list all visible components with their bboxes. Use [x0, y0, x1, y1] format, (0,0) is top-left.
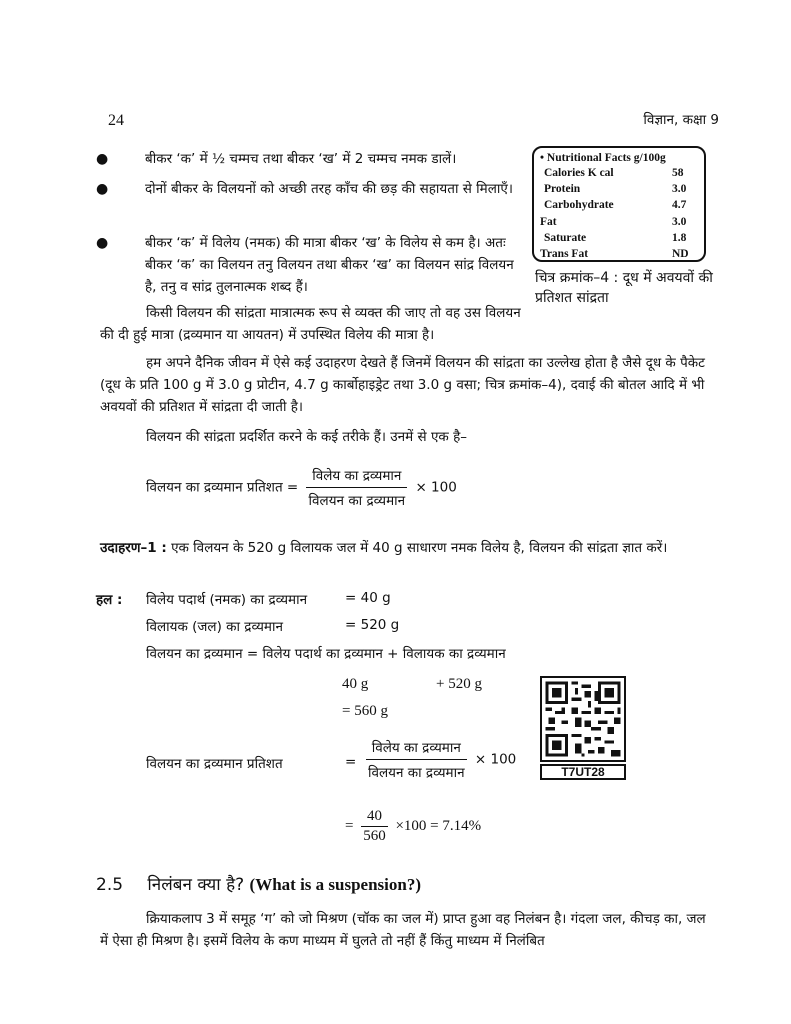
- bullet-item-3: बीकर ‘क’ में विलेय (नमक) की मात्रा बीकर ‘ख’ के विलेय से कम है। अतः बीकर ‘क’ का विलयन तनु विलयन तथा बीकर ‘ख’ का विलयन सांद्र विलयन है, तनु व सांद्र तुलनात्मक शब्द हैं।: [145, 235, 514, 295]
- example-label: उदाहरण–1 :: [100, 540, 167, 556]
- bullet-item-1: बीकर ‘क’ में ½ चम्मच तथा बीकर ‘ख’ में 2 चम्मच नमक डालें।: [145, 151, 457, 167]
- final-calculation: [345, 808, 481, 845]
- example-text: एक विलयन के 520 g विलायक जल में 40 g साधारण नमक विलेय है, विलयन की सांद्रता ज्ञात करें।: [171, 540, 668, 556]
- section-number: 2.5: [96, 875, 124, 895]
- solution-mass-equation: विलयन का द्रव्यमान = विलेय पदार्थ का द्रव्यमान + विलायक का द्रव्यमान: [146, 646, 506, 662]
- formula-lhs: विलयन का द्रव्यमान प्रतिशत =: [146, 479, 299, 496]
- sum-term-b: + 520 g: [436, 676, 482, 692]
- formula-fraction: [303, 466, 412, 509]
- paragraph-suspension: क्रियाकलाप 3 में समूह ‘ग’ को जो मिश्रण (चॉक का जल में) प्राप्त हुआ वह निलंबन है। गंदला जल, कीचड़ का, जल में ऐसा ही मिश्रण है। इसमें विलेय के कण माध्यम में घुलते तो नहीं हैं किंतु माध्यम में निलंबित: [100, 911, 706, 949]
- solute-mass-value: = 40 g: [345, 590, 391, 606]
- nutrient-value: ND: [672, 247, 689, 260]
- final-eq: =: [345, 817, 354, 834]
- percent-eq: =: [345, 754, 357, 770]
- paragraph-concentration: किसी विलयन की सांद्रता मात्रात्मक रूप से व्यक्त की जाए तो वह उस विलयन की दी हुई मात्रा (द्रव्यमान या आयतन) में उपस्थित विलेय की मात्रा है।: [100, 305, 521, 343]
- figure-caption: चित्र क्रमांक–4 : दूध में अवयवों की प्रतिशत सांद्रता: [535, 270, 713, 306]
- formula-multiplier: × 100: [415, 479, 457, 496]
- nutrition-row: [540, 246, 698, 262]
- paragraph-examples: हम अपने दैनिक जीवन में ऐसे कई उदाहरण देखते हैं जिनमें विलयन की सांद्रता का उल्लेख होता है जैसे दूध के पैकेट (दूध के प्रति 100 g में 3.0 g प्रोटीन, 4.7 g कार्बोहाइड्रेट तथा 3.0 g वसा; चित्र क्रमांक–4), दवाई की बोतल आदि में भी अवयवों की प्रतिशत में सांद्रता दी जाती है।: [100, 355, 705, 415]
- running-head: विज्ञान, कक्षा 9: [643, 112, 719, 128]
- nutrition-row: [540, 197, 698, 213]
- solution-label: हल :: [96, 592, 123, 608]
- section-title-english: (What is a suspension?): [249, 875, 422, 894]
- solvent-mass-label: विलायक (जल) का द्रव्यमान: [146, 619, 283, 635]
- nutrient-value: 3.0: [672, 183, 687, 196]
- percent-formula: [362, 738, 516, 781]
- nutrition-row: [540, 230, 698, 246]
- sum-term-a: 40 g: [342, 676, 369, 692]
- nutrient-label: Protein: [544, 183, 581, 196]
- nutrient-value: 1.8: [672, 231, 687, 244]
- percent-denominator: विलयन का द्रव्यमान: [368, 765, 465, 781]
- nutrient-label: Saturate: [544, 231, 587, 244]
- formula-denominator: विलयन का द्रव्यमान: [308, 493, 406, 509]
- section-title-hindi: निलंबन क्या है?: [147, 875, 245, 895]
- section-heading: [96, 872, 421, 895]
- solute-mass-label: विलेय पदार्थ (नमक) का द्रव्यमान: [146, 592, 308, 608]
- nutrient-value: 58: [672, 167, 684, 179]
- final-numerator: 40: [361, 808, 388, 827]
- page-number: 24: [108, 112, 124, 129]
- nutrient-label: Trans Fat: [540, 247, 589, 260]
- nutrition-title: • Nutritional Facts g/100g: [540, 152, 666, 164]
- example-1: [100, 537, 710, 559]
- percent-lhs: विलयन का द्रव्यमान प्रतिशत: [146, 756, 283, 772]
- mass-percent-formula: [146, 466, 457, 509]
- solvent-mass-value: = 520 g: [345, 617, 400, 633]
- paragraph-methods: विलयन की सांद्रता प्रदर्शित करने के कई तरीके हैं। उनमें से एक है–: [146, 429, 467, 445]
- sum-result: = 560 g: [342, 703, 388, 719]
- final-result: ×100 = 7.14%: [395, 817, 482, 834]
- nutrition-facts-box: [532, 146, 706, 262]
- nutrition-row: [540, 214, 698, 230]
- nutrition-row: [540, 181, 698, 197]
- percent-fraction: [362, 738, 471, 781]
- final-fraction: [357, 808, 392, 845]
- bullet-item-2: दोनों बीकर के विलयनों को अच्छी तरह काँच की छड़ की सहायता से मिलाएँ।: [145, 181, 513, 197]
- nutrient-value: 4.7: [672, 199, 687, 212]
- bullet-dot: ●: [96, 235, 109, 251]
- percent-multiplier: × 100: [474, 751, 517, 768]
- qr-code-label: T7UT28: [540, 764, 626, 780]
- qr-code-icon: [540, 676, 626, 762]
- percent-numerator: विलेय का द्रव्यमान: [366, 738, 467, 760]
- nutrient-value: 3.0: [672, 215, 687, 228]
- bullet-dot: ●: [96, 151, 109, 167]
- nutrition-row: [540, 165, 698, 181]
- final-denominator: 560: [363, 828, 386, 844]
- bullet-dot: ●: [96, 181, 109, 197]
- nutrient-label: Fat: [540, 215, 557, 228]
- formula-numerator: विलेय का द्रव्यमान: [306, 466, 407, 488]
- nutrient-label: Calories K cal: [544, 167, 614, 179]
- nutrient-label: Carbohydrate: [544, 199, 614, 212]
